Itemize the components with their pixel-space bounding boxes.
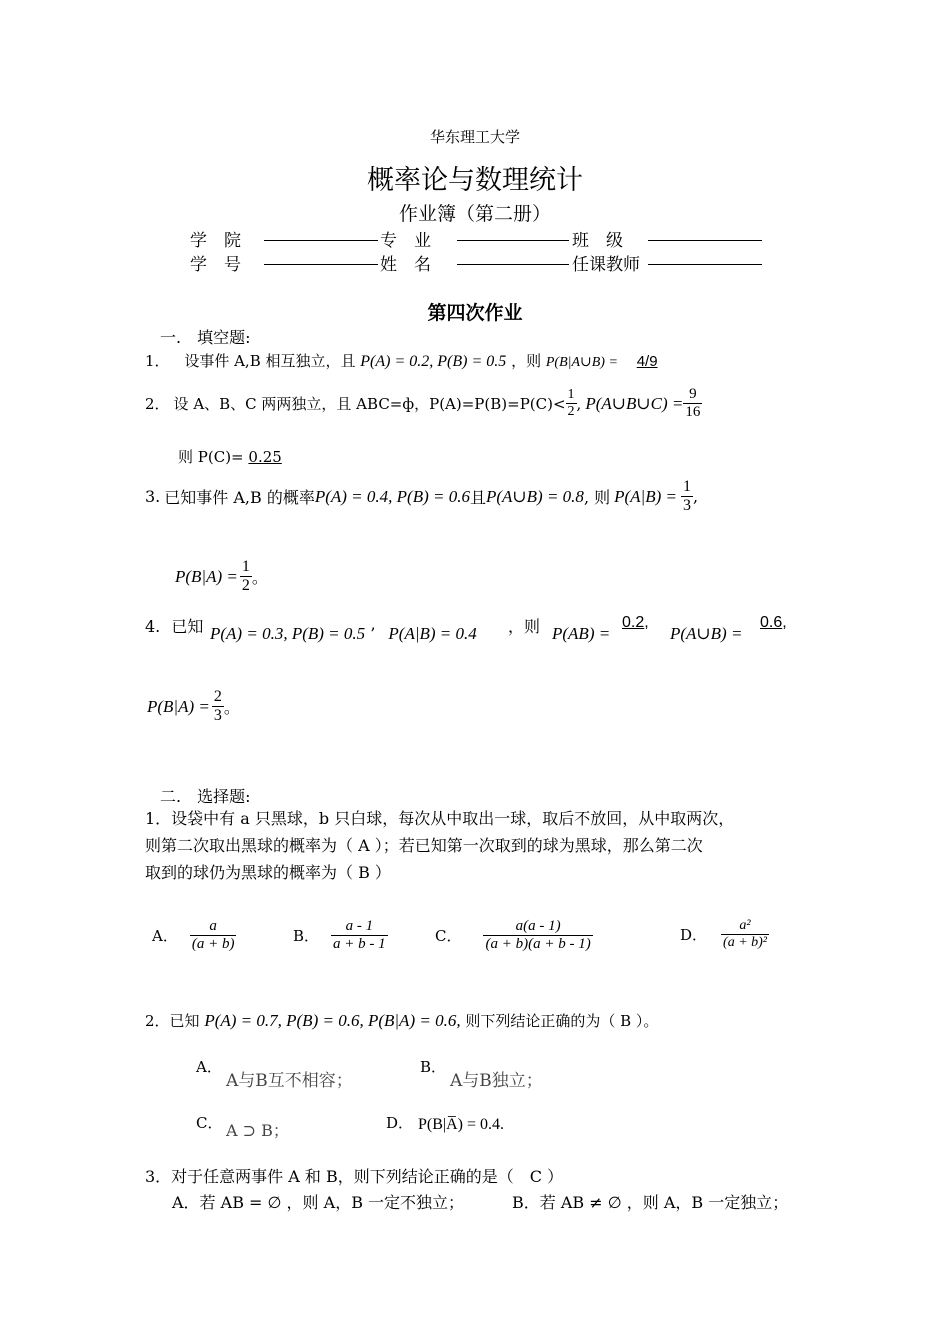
q4-then: ，则 (508, 617, 541, 636)
name-blank[interactable] (457, 264, 569, 265)
q4-ab (552, 624, 610, 644)
p2-q2-givens: P(A) = 0.7, P(B) = 0.6, P(B|A) = 0.6, (204, 1011, 461, 1030)
q4-formulas: P(A) = 0.3, P(B) = 0.5 ’ P(A|B) = 0.4 (210, 624, 477, 643)
q2-answer: 0.25 (248, 448, 282, 466)
p2-q3-line: 3．对于任意两事件 A 和 B，则下列结论正确的是（ C ） (145, 1167, 564, 1186)
q3-and: 且 (469, 488, 486, 508)
major-label: 专 业 (380, 231, 431, 251)
q4-fill (145, 614, 203, 637)
major-blank[interactable] (457, 240, 569, 241)
student-id-label: 学 号 (190, 255, 241, 275)
q4-fill-2 (147, 688, 240, 726)
college-blank[interactable] (264, 240, 378, 241)
option-b-num: a - 1 (331, 918, 388, 936)
option-c-frac (483, 918, 592, 954)
q2-then: 则 P(C)= (178, 448, 244, 466)
q4-num: 4. (145, 617, 161, 636)
q3-answer1 (681, 478, 693, 516)
option-d-frac (721, 918, 769, 951)
p2-q3-option-a[interactable]: A．若 AB = ∅ ，则 A，B 一定不独立； (172, 1193, 465, 1212)
p2-q2-c-label: C． (196, 1114, 223, 1132)
teacher-label: 任课教师 (572, 255, 640, 275)
q2-num: 2． (145, 395, 170, 414)
class-label: 班 级 (572, 231, 623, 251)
q4-end: 。 (223, 698, 240, 718)
q3-end: 。 (251, 568, 268, 588)
q4-ab-answer: 0.2, (622, 614, 649, 631)
q1-then: ，则 (511, 352, 542, 370)
q3-union: P(A∪B) = 0.8 (485, 486, 584, 506)
q1-text: 设事件 A,B 相互独立，且 (184, 352, 356, 370)
q4-union-answer: 0.6, (760, 614, 787, 631)
p2-q2-option-d[interactable] (386, 1112, 413, 1133)
q4-ba-den: 3 (213, 707, 222, 725)
p2-q1-option-c[interactable] (435, 918, 593, 954)
name-label: 姓 名 (380, 255, 431, 275)
p2-q2-b-text: A与B独立； (450, 1071, 543, 1091)
q2-union-value (683, 386, 702, 422)
q3-cond2: P(B|A) = (175, 566, 238, 586)
q4-ba: P(B|A) = (147, 696, 210, 716)
q1-fill (145, 350, 672, 371)
q4-text: 已知 (171, 617, 204, 636)
q2-half-num: 1 (566, 387, 577, 404)
student-id-blank[interactable] (264, 264, 378, 265)
option-a-num: a (190, 918, 237, 936)
q3-fill-2 (175, 558, 268, 596)
p2-q2-b-label: B． (420, 1058, 447, 1076)
q4-ba-answer (212, 688, 224, 726)
part2-heading: 二. 选择题: (160, 787, 251, 806)
p2-q2-option-b[interactable] (420, 1056, 446, 1077)
q2-text: 设 A、B、C 两两独立，且 ABC=ф，P(A)=P(B)=P(C)< (173, 395, 566, 414)
p2-q1-option-d[interactable] (680, 918, 769, 951)
q1-formula1: P(A) = 0.2, P(B) = 0.5 (360, 353, 507, 370)
course-title: 概率论与数理统计 (367, 165, 583, 196)
q3-givens: P(A) = 0.4, P(B) = 0.6 (314, 486, 470, 506)
option-a-den: (a + b) (191, 936, 235, 953)
p2-q1-line2: 则第二次取出黑球的概率为（ A ）；若已知第一次取到的球为黑球，那么第二次 (145, 836, 703, 855)
p2-q2-tail: 则下列结论正确的为（ B ）。 (465, 1012, 659, 1030)
q3-then: , 则 (583, 488, 611, 508)
p2-q1-option-b[interactable] (293, 918, 388, 954)
class-blank[interactable] (648, 240, 762, 241)
q2-union-num: 9 (683, 386, 702, 404)
q3-cond1: P(A|B) = (614, 486, 677, 506)
option-b-frac (331, 918, 388, 954)
q3-num: 3. (145, 487, 161, 507)
option-d-num: a² (721, 918, 769, 935)
q2-half-den: 2 (567, 404, 575, 420)
q4-ab-value: 0.2 (622, 614, 645, 631)
q4-union (670, 624, 742, 644)
p2-q1-option-a[interactable] (152, 918, 236, 954)
q3-answer1-num: 1 (681, 478, 693, 497)
q2-comma: , (576, 394, 582, 413)
p2-q2-d-text: P(B|A̅) = 0.4. (418, 1116, 505, 1133)
q4-given2: P(A|B) = 0.4 (388, 624, 477, 643)
p2-q2 (145, 1010, 658, 1031)
option-a-frac (190, 918, 237, 954)
p2-q1-line3: 取到的球仍为黑球的概率为（ B ） (145, 863, 391, 882)
q2-fill (145, 386, 702, 422)
option-c-num: a(a - 1) (483, 918, 592, 936)
option-c-label: C． (435, 927, 462, 946)
subtitle: 作业簿（第二册） (398, 203, 551, 225)
option-d-label: D． (680, 926, 708, 945)
q3-answer2 (240, 558, 252, 596)
q3-answer2-den: 2 (241, 577, 250, 595)
p2-q1-line1: 1．设袋中有 a 只黑球，b 只白球，每次从中取出一球，取后不放回，从中取两次， (145, 809, 735, 828)
option-d-den: (a + b)² (723, 935, 767, 951)
section-title: 第四次作业 (427, 302, 523, 324)
p2-q3-option-b[interactable]: B．若 AB ≠ ∅ ，则 A，B 一定独立； (512, 1193, 789, 1212)
teacher-blank[interactable] (648, 264, 762, 265)
q4-ab-label: P(AB) = (552, 624, 611, 643)
q4-union-value: 0.6 (760, 614, 783, 631)
p2-q2-a-text: A与B互不相容； (226, 1071, 353, 1091)
q1-answer: 4/9 (636, 353, 658, 370)
q4-givens: P(A) = 0.3, P(B) = 0.5 (210, 624, 366, 643)
q3-text: 已知事件 A,B 的概率 (164, 488, 315, 508)
q3-answer2-num: 1 (240, 558, 252, 577)
q4-ba-num: 2 (212, 688, 224, 707)
p2-q2-num: 2．已知 (145, 1012, 200, 1030)
option-b-den: a + b - 1 (333, 936, 386, 953)
option-a-label: A． (152, 927, 178, 946)
university-name: 华东理工大学 (429, 128, 520, 146)
option-b-label: B． (293, 927, 320, 946)
q2-half (566, 387, 577, 420)
q4-union-label: P(A∪B) = (670, 624, 743, 643)
q1-formula2: P(B|A∪B) = (545, 355, 618, 370)
q1-num: 1． (145, 352, 170, 370)
q3-fill: 3. 已知事件 A,B 的概率 P(A) = 0.4, P(B) = 0.6 且 P(A∪B) = 0.8 , 则 P(A|B) = $\frac{1}{3}$ , (145, 478, 699, 515)
part1-heading: 一. 填空题: (160, 328, 251, 347)
p2-q2-option-c[interactable] (196, 1112, 222, 1133)
p2-q2-d-label: D． (386, 1114, 414, 1132)
q2-union-den: 16 (685, 404, 701, 421)
p2-q2-option-a[interactable] (196, 1056, 222, 1077)
option-c-den: (a + b)(a + b - 1) (485, 936, 591, 953)
q2-union: P(A∪B∪C) = (585, 393, 684, 413)
p2-q2-c-text: A ⊃ B； (226, 1121, 289, 1140)
q2-result (178, 446, 282, 467)
p2-q2-a-label: A． (196, 1058, 222, 1076)
college-label: 学 院 (190, 231, 241, 251)
q3-answer1-den: 3 (683, 497, 691, 515)
